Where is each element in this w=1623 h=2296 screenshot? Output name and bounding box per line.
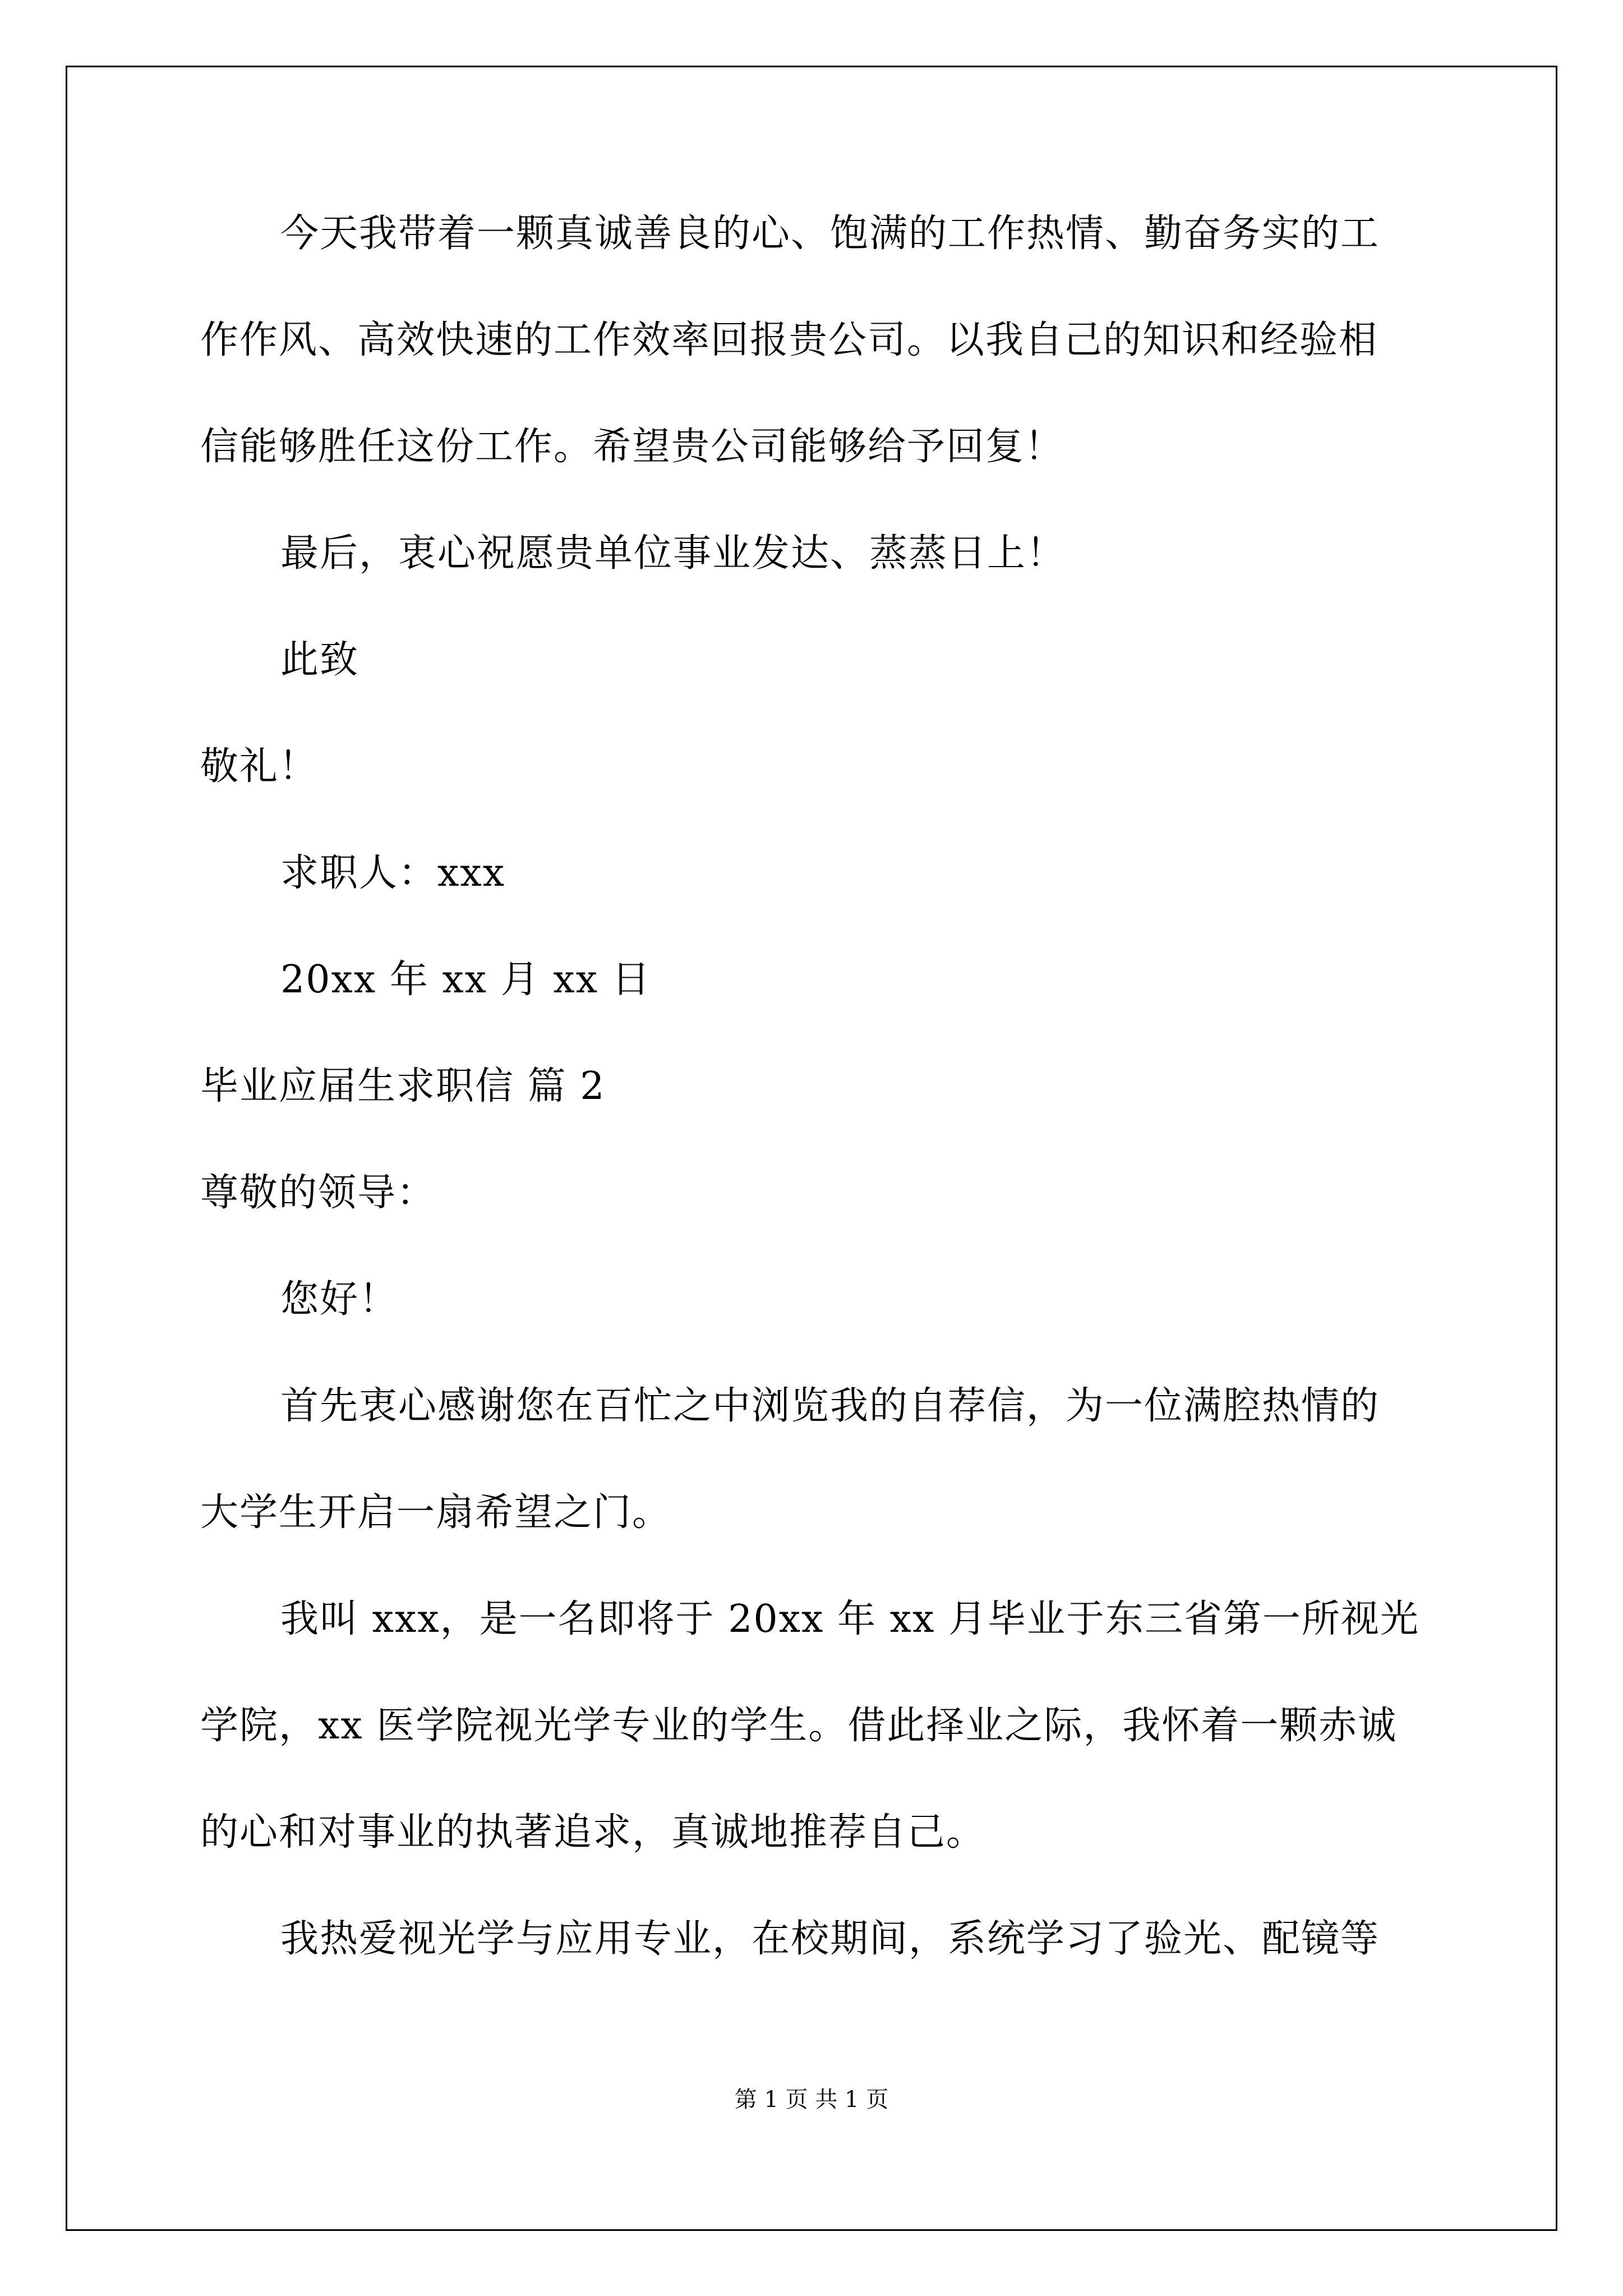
paragraph-line: 我热爱视光学与应用专业，在校期间，系统学习了验光、配镜等: [280, 1917, 1380, 1961]
paragraph-line: 我叫 xxx，是一名即将于 20xx 年 xx 月毕业于东三省第一所视光: [280, 1597, 1420, 1641]
closing-wish: 最后，衷心祝愿贵单位事业发达、蒸蒸日上！: [280, 531, 1066, 576]
paragraph-line: 的心和对事业的执著追求，真诚地推荐自己。: [200, 1810, 986, 1855]
greeting-hello: 您好！: [280, 1277, 399, 1322]
paragraph-line: 大学生开启一扇希望之门。: [200, 1490, 672, 1535]
page-border: [66, 66, 1557, 2231]
paragraph-line: 学院，xx 医学院视光学专业的学生。借此择业之际，我怀着一颗赤诚: [200, 1704, 1398, 1748]
salutation-cizhi: 此致: [280, 638, 359, 682]
section-title: 毕业应届生求职信 篇 2: [200, 1064, 606, 1108]
paragraph-line: 首先衷心感谢您在百忙之中浏览我的自荐信，为一位满腔热情的: [280, 1384, 1380, 1428]
page-footer: 第 1 页 共 1 页: [734, 2087, 889, 2113]
paragraph-line: 今天我带着一颗真诚善良的心、饱满的工作热情、勤奋务实的工: [280, 211, 1380, 256]
greeting-recipient: 尊敬的领导：: [200, 1171, 436, 1215]
paragraph-line: 作作风、高效快速的工作效率回报贵公司。以我自己的知识和经验相: [200, 318, 1378, 362]
letter-date: 20xx 年 xx 月 xx 日: [280, 958, 651, 1002]
applicant-signature: 求职人：xxx: [280, 851, 506, 895]
salutation-jingli: 敬礼！: [200, 744, 319, 789]
paragraph-line: 信能够胜任这份工作。希望贵公司能够给予回复！: [200, 425, 1064, 469]
